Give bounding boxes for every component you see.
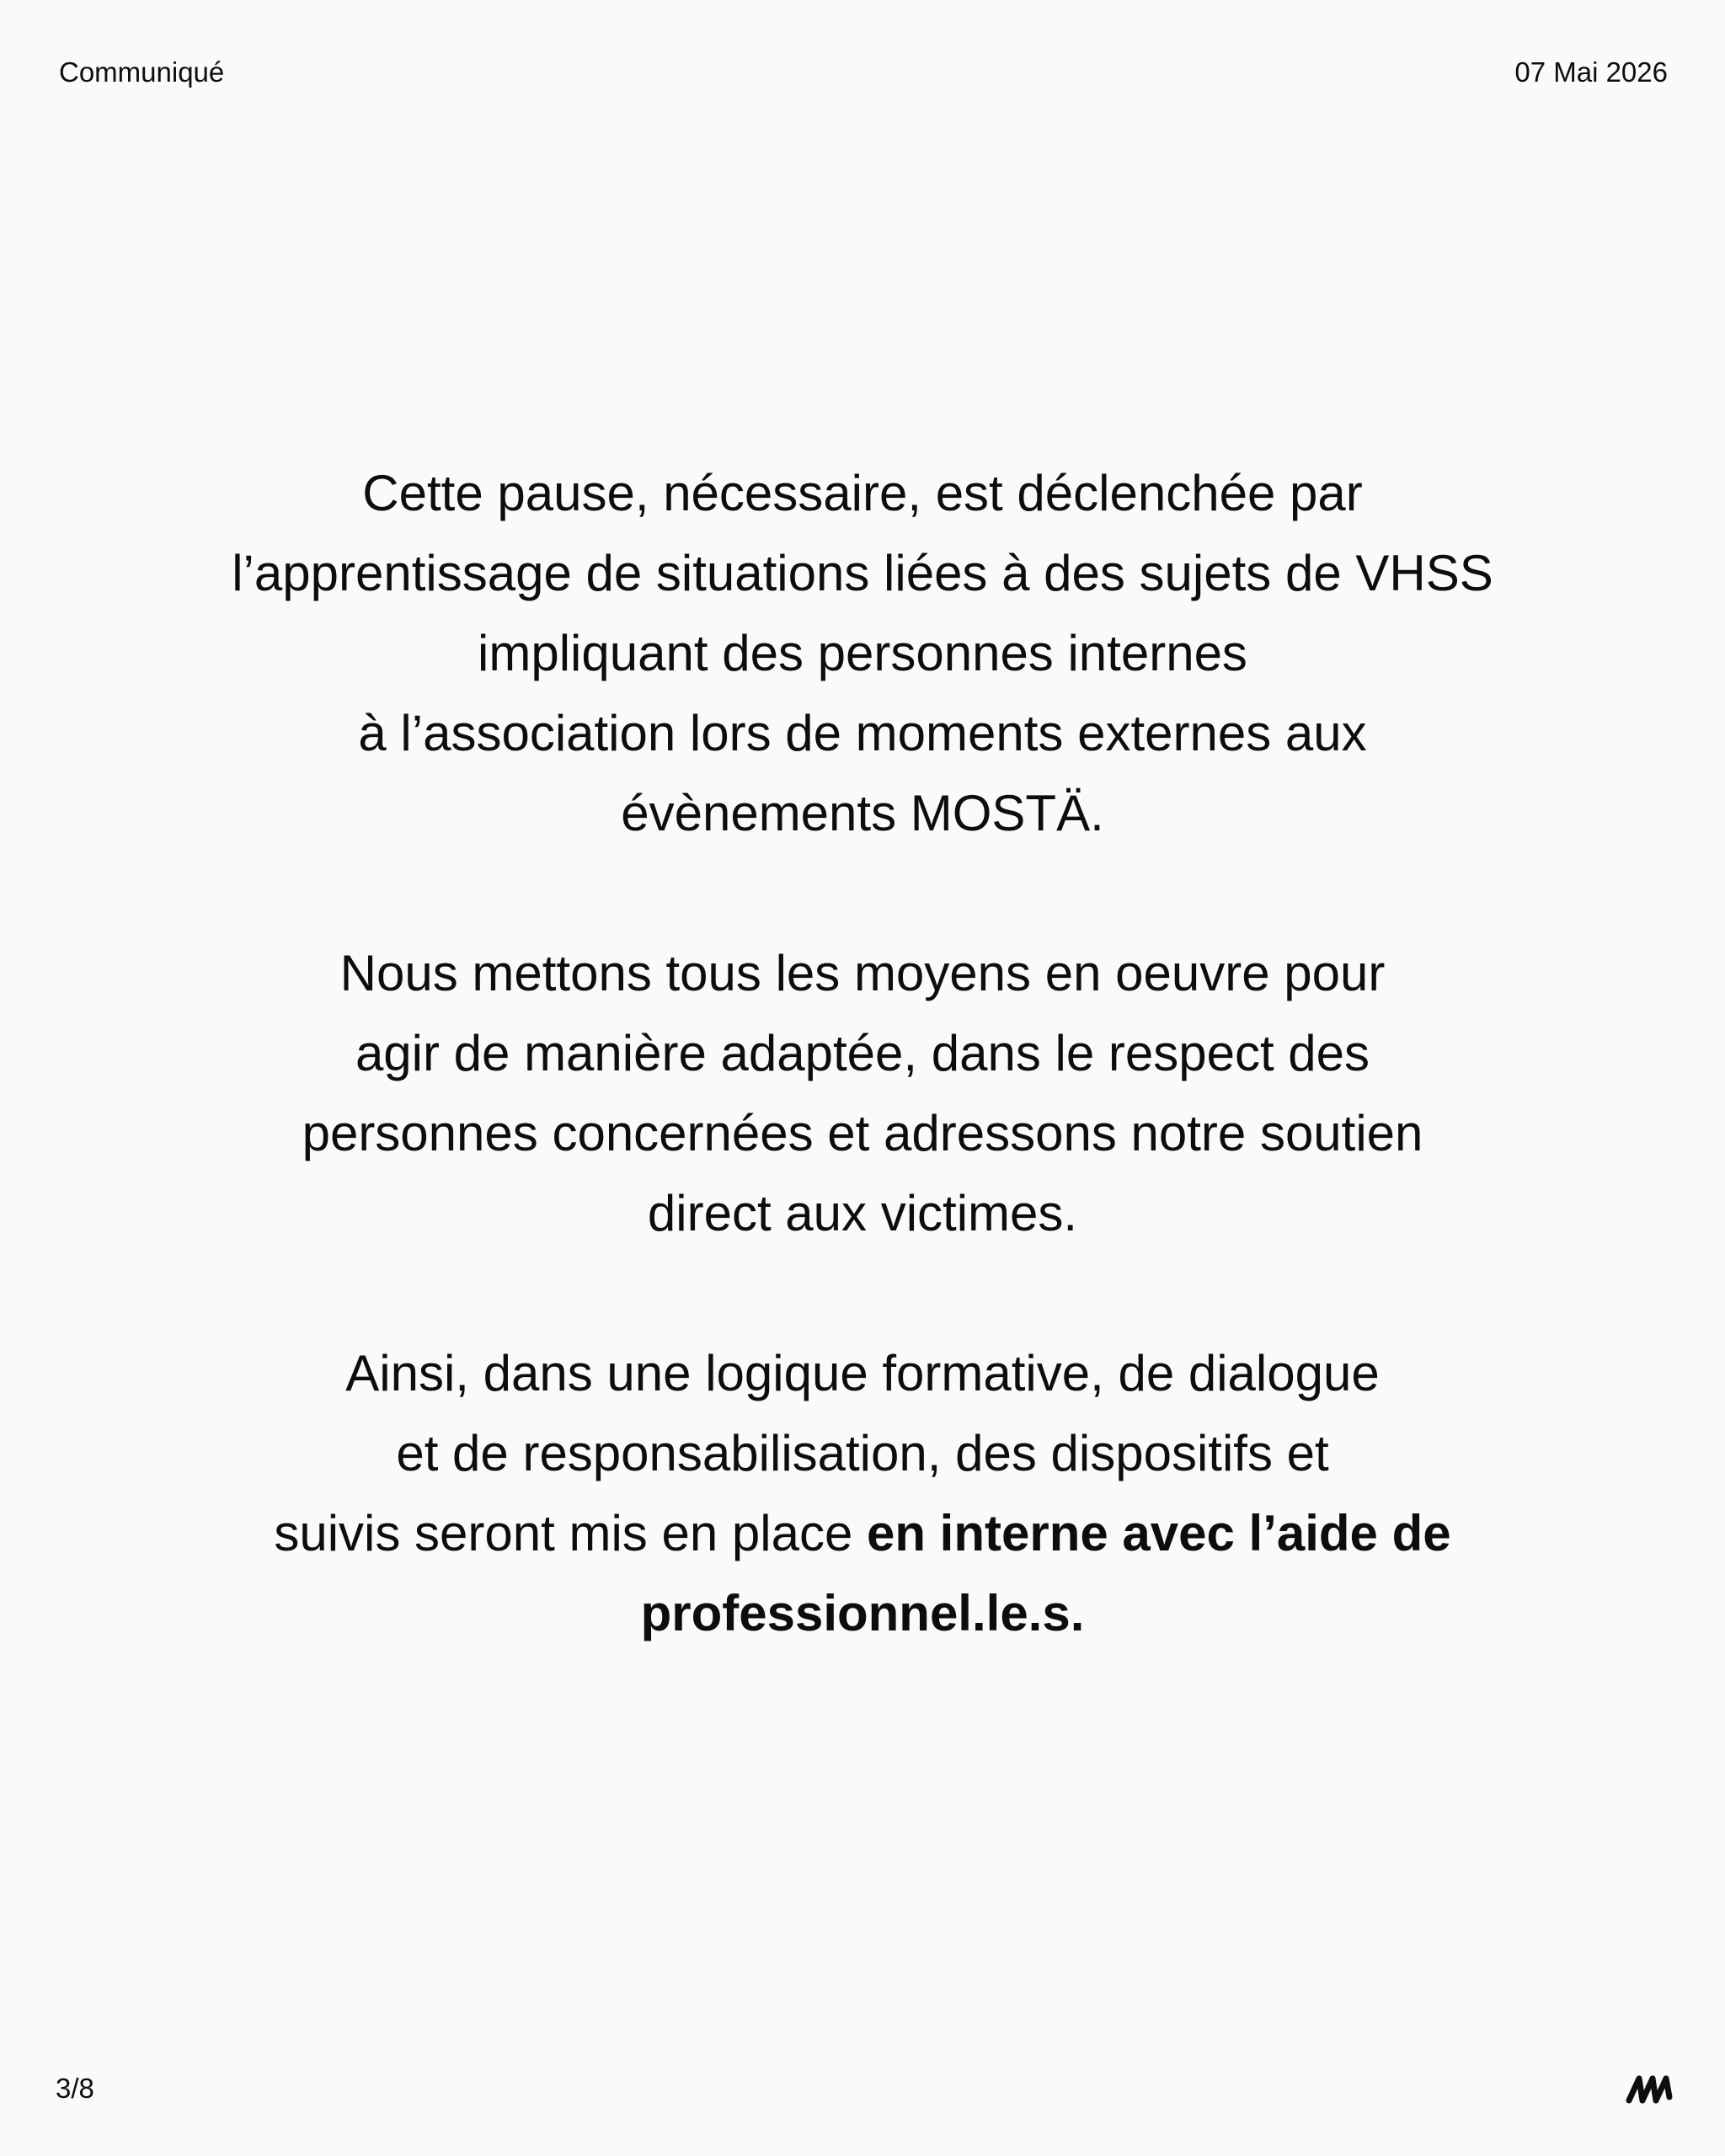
document-date: 07 Mai 2026 [1514,56,1668,88]
brand-logo-icon [1624,2072,1674,2105]
paragraph-line: Nous mettons tous les moyens en oeuvre pour [339,945,1386,1001]
paragraph-line: impliquant des personnes internes [478,625,1247,681]
paragraph-line: Ainsi, dans une logique formative, de dialogue [345,1345,1380,1401]
emphasized-text: professionnel.le.s. [640,1585,1085,1641]
paragraph-line: Cette pause, nécessaire, est déclenchée par [362,465,1363,521]
paragraph-1 [0,453,1725,853]
paragraph-line: l’apprentissage de situations liées à des sujets de VHSS [232,545,1493,601]
statement-body [0,453,1725,1653]
emphasized-text: en interne avec l’aide de [866,1505,1451,1561]
document-label: Communiqué [59,56,225,88]
paragraph-line: évènements MOSTÄ. [621,785,1104,841]
paragraph-line: et de responsabilisation, des dispositifs et [396,1425,1329,1481]
paragraph-line-mixed [0,1493,1725,1573]
paragraph-line: direct aux victimes. [647,1185,1078,1241]
page-number: 3/8 [56,2073,94,2104]
paragraph-line: agir de manière adaptée, dans le respect des [355,1025,1370,1081]
paragraph-text: suivis seront mis en place [274,1505,867,1561]
paragraph-line: à l’association lors de moments externes aux [358,705,1367,761]
paragraph-3 [0,1333,1725,1653]
paragraph-line: personnes concernées et adressons notre soutien [302,1105,1423,1161]
paragraph-2 [0,933,1725,1253]
